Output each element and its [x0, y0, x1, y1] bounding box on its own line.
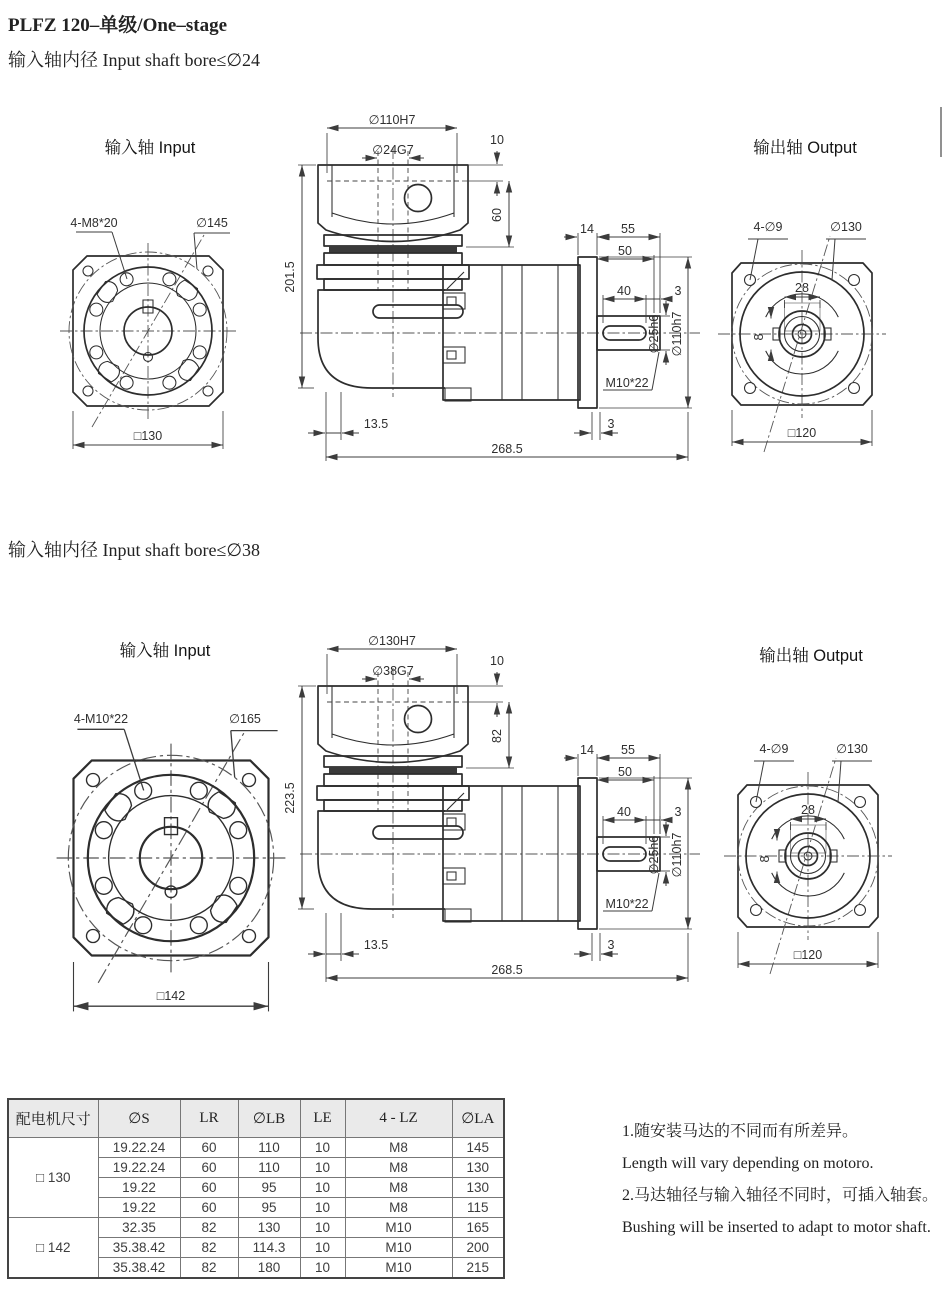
- dim-total-length: 268.5: [491, 442, 523, 456]
- table-cell: 10: [300, 1218, 345, 1238]
- footnotes: [622, 1116, 950, 1244]
- header-lz: 4 - LZ: [345, 1099, 452, 1138]
- table-cell: M10: [345, 1258, 452, 1279]
- table-cell: M8: [345, 1198, 452, 1218]
- table-header-row: [8, 1099, 504, 1138]
- table-cell: 114.3: [238, 1238, 300, 1258]
- table-cell: 82: [180, 1238, 238, 1258]
- dim-output-square: □120: [787, 426, 817, 440]
- dim-bore-dia: ∅38G7: [372, 664, 414, 678]
- table-cell: 10: [300, 1198, 345, 1218]
- dim-10: 10: [490, 654, 504, 668]
- dim-40: 40: [617, 805, 631, 819]
- section1-drawing-bore24: [0, 95, 950, 470]
- header-la: ∅LA: [452, 1099, 504, 1138]
- table-cell: 180: [238, 1258, 300, 1279]
- table-cell: M8: [345, 1138, 452, 1158]
- table-cell: 10: [300, 1158, 345, 1178]
- motor-dimension-table: [7, 1098, 505, 1279]
- table-cell: 95: [238, 1178, 300, 1198]
- dim-out-flange-dia: ∅110h7: [670, 832, 684, 878]
- table-cell: 19.22.24: [98, 1158, 180, 1178]
- dim-input-square: □142: [156, 989, 186, 1003]
- dim-thread: M10*22: [605, 897, 649, 911]
- dim-output-bolts: 4-∅9: [753, 220, 783, 234]
- dim-50: 50: [618, 765, 632, 779]
- dim-10: 10: [490, 133, 504, 147]
- dim-3-end: 3: [674, 805, 682, 819]
- table-cell: 19.22: [98, 1178, 180, 1198]
- table-cell: 19.22.24: [98, 1138, 180, 1158]
- header-lr: LR: [180, 1099, 238, 1138]
- dim-total-length: 268.5: [491, 963, 523, 977]
- table-cell: 10: [300, 1258, 345, 1279]
- section2-drawing-bore38: [0, 598, 950, 1028]
- section2-subtitle: 输入轴内径 Input shaft bore≤∅38: [8, 540, 261, 560]
- table-cell: M8: [345, 1178, 452, 1198]
- table-cell: 82: [180, 1218, 238, 1238]
- dim-3-flange: 3: [607, 938, 615, 952]
- note-line: Length will vary depending on motoro.: [622, 1155, 874, 1172]
- dim-output-bolts: 4-∅9: [759, 742, 789, 756]
- dim-key-height: 8: [752, 333, 766, 341]
- output-view-label: 输出轴 Output: [753, 139, 857, 157]
- dim-height: 201.5: [283, 261, 297, 293]
- output-view-label: 输出轴 Output: [759, 647, 863, 665]
- dim-input-flange-dia: ∅145: [196, 216, 228, 230]
- dim-shaft-dia: ∅25h6: [647, 314, 661, 354]
- header-s: ∅S: [98, 1099, 180, 1138]
- table-cell: 215: [452, 1258, 504, 1279]
- dim-output-flange-dia: ∅130: [830, 220, 862, 234]
- header-lb: ∅LB: [238, 1099, 300, 1138]
- table-cell: M10: [345, 1218, 452, 1238]
- table-cell: 115: [452, 1198, 504, 1218]
- dim-shaft-dia: ∅25h6: [647, 835, 661, 875]
- table-cell: 60: [180, 1198, 238, 1218]
- header-le: LE: [300, 1099, 345, 1138]
- dim-key-width: 28: [795, 281, 809, 295]
- dim-13-5: 13.5: [363, 417, 389, 431]
- side-view: [298, 128, 700, 461]
- dim-bore-dia: ∅24G7: [372, 143, 414, 157]
- dim-55: 55: [621, 222, 635, 236]
- section1-subtitle: 输入轴内径 Input shaft bore≤∅24: [8, 50, 261, 70]
- output-face-view: [724, 758, 892, 974]
- table-cell: 110: [238, 1138, 300, 1158]
- dim-out-flange-dia: ∅110h7: [670, 311, 684, 357]
- table-cell: 130: [238, 1218, 300, 1238]
- input-face-view: [60, 232, 236, 449]
- table-cell: 60: [180, 1158, 238, 1178]
- table-cell: 95: [238, 1198, 300, 1218]
- dim-3-flange: 3: [607, 417, 615, 431]
- dim-input-bolts: 4-M10*22: [73, 712, 129, 726]
- dim-input-bolts: 4-M8*20: [70, 216, 118, 230]
- dim-depth: 82: [490, 729, 504, 743]
- input-view-label: 输入轴 Input: [104, 139, 196, 157]
- table-cell: 130: [452, 1158, 504, 1178]
- dim-14: 14: [580, 222, 594, 236]
- page-title: PLFZ 120–单级/One–stage: [8, 15, 228, 36]
- table-cell: 200: [452, 1238, 504, 1258]
- dim-height: 223.5: [283, 782, 297, 814]
- table-cell: 35.38.42: [98, 1258, 180, 1279]
- dim-depth: 60: [490, 208, 504, 222]
- table-cell: 60: [180, 1138, 238, 1158]
- dim-13-5: 13.5: [363, 938, 389, 952]
- table-cell: 10: [300, 1238, 345, 1258]
- side-view: [298, 649, 700, 982]
- table-row: [8, 1138, 504, 1158]
- table-cell: 10: [300, 1138, 345, 1158]
- dim-input-flange-dia: ∅165: [229, 712, 261, 726]
- table-cell: 60: [180, 1178, 238, 1198]
- note-line: 2.马达轴径与输入轴径不同时，可插入轴套。: [622, 1187, 939, 1204]
- dim-key-height: 8: [758, 855, 772, 863]
- input-view-label: 输入轴 Input: [119, 642, 211, 660]
- dim-40: 40: [617, 284, 631, 298]
- table-row: [8, 1218, 504, 1238]
- table-cell: 19.22: [98, 1198, 180, 1218]
- dim-pilot-dia: ∅130H7: [368, 634, 416, 648]
- output-face-view: [718, 236, 886, 452]
- note-line: Bushing will be inserted to adapt to motor shaft.: [622, 1219, 931, 1236]
- dim-55: 55: [621, 743, 635, 757]
- dim-3-end: 3: [674, 284, 682, 298]
- input-face-view: [57, 729, 286, 1011]
- dim-pilot-dia: ∅110H7: [368, 113, 416, 127]
- dim-14: 14: [580, 743, 594, 757]
- table-cell: 35.38.42: [98, 1238, 180, 1258]
- table-cell: 32.35: [98, 1218, 180, 1238]
- dim-output-square: □120: [793, 948, 823, 962]
- dim-thread: M10*22: [605, 376, 649, 390]
- group-label-130: □ 130: [8, 1138, 98, 1218]
- table-cell: 130: [452, 1178, 504, 1198]
- note-line: 1.随安装马达的不同而有所差异。: [622, 1123, 859, 1140]
- group-label-142: □ 142: [8, 1218, 98, 1279]
- dim-output-flange-dia: ∅130: [836, 742, 868, 756]
- table-cell: M10: [345, 1238, 452, 1258]
- table-cell: 82: [180, 1258, 238, 1279]
- table-cell: M8: [345, 1158, 452, 1178]
- table-cell: 10: [300, 1178, 345, 1198]
- table-cell: 145: [452, 1138, 504, 1158]
- table-cell: 110: [238, 1158, 300, 1178]
- dim-key-width: 28: [801, 803, 815, 817]
- header-motor-size: 配电机尺寸: [8, 1099, 98, 1138]
- dim-50: 50: [618, 244, 632, 258]
- table-cell: 165: [452, 1218, 504, 1238]
- dim-input-square: □130: [133, 429, 163, 443]
